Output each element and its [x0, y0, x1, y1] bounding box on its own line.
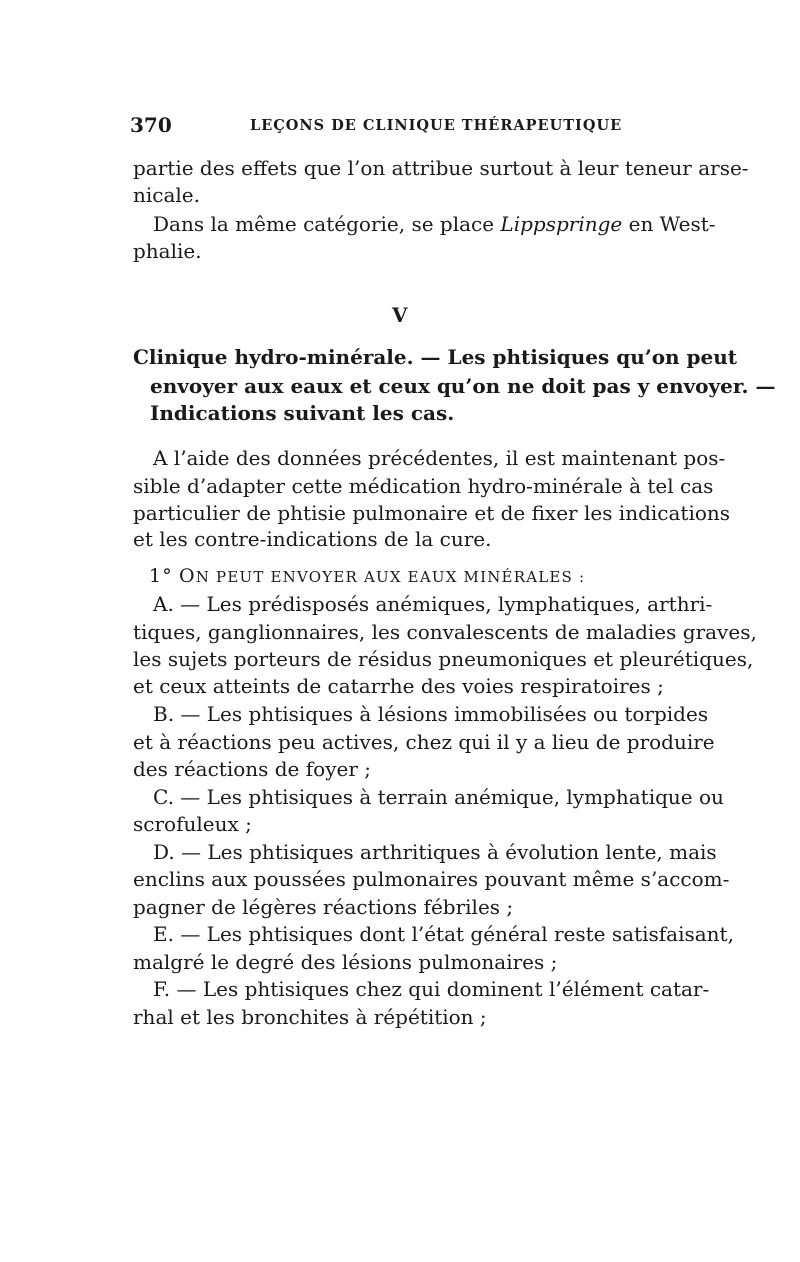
list-item-line: les sujets porteurs de résidus pneumoniques et pleurétiques,: [133, 647, 754, 671]
body-line: A l’aide des données précédentes, il est maintenant pos-: [153, 446, 726, 470]
list-item-line: et à réactions peu actives, chez qui il y a lieu de produire: [133, 730, 715, 754]
body-line: et les contre-indications de la cure.: [133, 527, 492, 551]
list-item-line: enclins aux poussées pulmonaires pouvant même s’accom-: [133, 867, 730, 891]
section-heading-line: Clinique hydro-minérale. — Les phtisiques qu’on peut: [133, 345, 738, 369]
body-line: phalie.: [133, 239, 202, 263]
body-line: partie des effets que l’on attribue surtout à leur teneur arse-: [133, 156, 749, 180]
section-number: V: [392, 303, 408, 327]
running-title: LEÇONS DE CLINIQUE THÉRAPEUTIQUE: [250, 117, 623, 134]
subheading-rest: N PEUT ENVOYER AUX EAUX MINÉRALES :: [195, 568, 586, 586]
list-item-line: scrofuleux ;: [133, 812, 252, 836]
page-number: 370: [130, 113, 172, 137]
list-item-line: A. — Les prédisposés anémiques, lymphatiques, arthri-: [153, 592, 713, 616]
list-item-line: malgré le degré des lésions pulmonaires ;: [133, 950, 558, 974]
list-item-line: tiques, ganglionnaires, les convalescents de maladies graves,: [133, 620, 757, 644]
list-item-line: des réactions de foyer ;: [133, 757, 371, 781]
text-segment: Dans la même catégorie, se place: [153, 212, 501, 236]
list-item-line: B. — Les phtisiques à lésions immobilisées ou torpides: [153, 702, 709, 726]
subheading-initial: O: [178, 565, 196, 587]
list-item-line: C. — Les phtisiques à terrain anémique, lymphatique ou: [153, 785, 724, 809]
list-item-line: et ceux atteints de catarrhe des voies respiratoires ;: [133, 674, 664, 698]
list-item-line: rhal et les bronchites à répétition ;: [133, 1005, 487, 1029]
body-line: particulier de phtisie pulmonaire et de fixer les indications: [133, 501, 731, 525]
list-item-line: pagner de légères réactions fébriles ;: [133, 895, 514, 919]
list-item-line: F. — Les phtisiques chez qui dominent l’élément catar-: [153, 977, 710, 1001]
section-heading-line: Indications suivant les cas.: [150, 401, 455, 425]
body-line: nicale.: [133, 183, 200, 207]
subheading: [149, 565, 585, 587]
list-item-line: D. — Les phtisiques arthritiques à évolution lente, mais: [153, 840, 717, 864]
text-segment: en West-: [622, 212, 716, 236]
subheading-number: 1°: [149, 565, 173, 587]
body-line: [153, 210, 716, 238]
body-line: sible d’adapter cette médication hydro-minérale à tel cas: [133, 474, 714, 498]
place-name: Lippspringe: [500, 212, 623, 236]
section-heading-line: envoyer aux eaux et ceux qu’on ne doit pas y envoyer. —: [150, 374, 776, 398]
list-item-line: E. — Les phtisiques dont l’état général reste satisfaisant,: [153, 922, 734, 946]
page-header: [130, 113, 678, 143]
